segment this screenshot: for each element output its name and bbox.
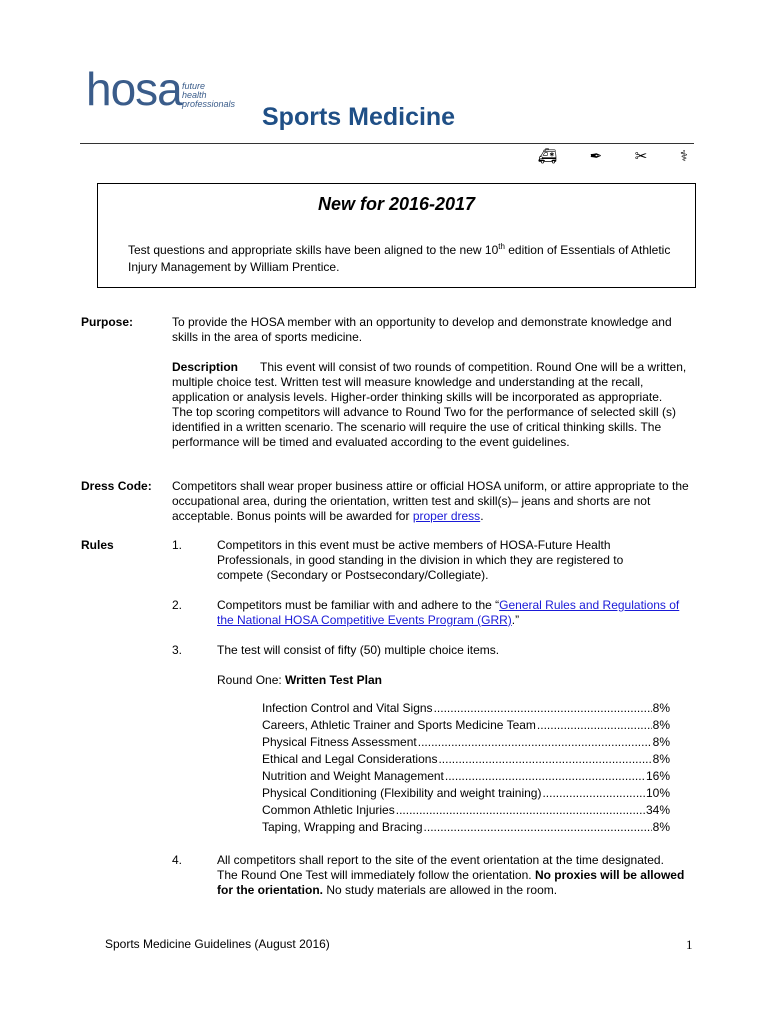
test-plan-title: Written Test Plan (285, 673, 382, 687)
test-plan-row (262, 717, 670, 734)
new-text-part: Test questions and appropriate skills have been aligned to the new 10 (128, 243, 499, 257)
test-plan-percent: 34% (645, 803, 670, 817)
new-text-part: edition of Essentials of Athletic Injury Management by William Prentice. (128, 243, 671, 274)
test-plan-topic: Common Athletic Injuries (262, 803, 395, 817)
test-plan-row (262, 700, 670, 717)
grr-link[interactable]: General Rules and Regulations of the National HOSA Competitive Events Program (GRR) (217, 598, 680, 627)
test-plan-row (262, 819, 670, 836)
test-plan-row (262, 768, 670, 785)
test-plan-row (262, 751, 670, 768)
test-plan-percent: 8% (652, 718, 670, 732)
purpose-label: Purpose: (81, 315, 134, 329)
scissors-icon: ✂ (634, 148, 648, 165)
test-plan-percent: 8% (652, 820, 670, 834)
hosa-logo-tagline (182, 82, 235, 109)
footer-title: Sports Medicine Guidelines (August 2016) (105, 937, 330, 951)
test-plan-percent: 16% (645, 769, 670, 783)
dress-code-body: Competitors shall wear proper business attire or official HOSA uniform, or attire appropriate to the occupational area, during the orientation, written test and skill(s)– jeans and shorts are not acceptable. Bonus points will be awarded for (172, 479, 689, 523)
description-block (172, 360, 690, 450)
leader-dots (396, 802, 645, 819)
description-label: Description (172, 360, 239, 374)
test-plan-percent: 8% (652, 701, 670, 715)
hosa-logo: hosa (86, 63, 182, 115)
rule-text-part: No study materials are allowed in the room. (323, 883, 558, 897)
new-for-box (97, 183, 696, 288)
rule-text (217, 598, 692, 628)
new-for-text (128, 238, 683, 276)
rules-label: Rules (81, 538, 114, 552)
event-title: Sports Medicine (262, 103, 456, 131)
leader-dots (445, 768, 645, 785)
stethoscope-icon: ⚕ (679, 148, 688, 165)
leader-dots (537, 717, 652, 734)
rule-text-part: Competitors must be familiar with and adhere to the “ (217, 598, 500, 612)
test-plan-topic: Ethical and Legal Considerations (262, 752, 438, 766)
purpose-text: To provide the HOSA member with an opportunity to develop and demonstrate knowledge and skills in the area of sports medicine. (172, 315, 672, 344)
ambulance-icon: 🚑︎ (538, 148, 558, 165)
rule-number: 1. (172, 538, 183, 552)
test-plan-row (262, 802, 670, 819)
rule-number: 2. (172, 598, 183, 612)
rule-text: Competitors in this event must be active members of HOSA-Future Health Professionals, in good standing in the division in which they are registered to compete (Secondary or Postsecondary/Collegiate). (217, 538, 624, 582)
rule-text-bold: No proxies will be allowed for the orientation. (217, 868, 685, 897)
tagline-line: future (182, 81, 206, 91)
test-plan-topic: Infection Control and Vital Signs (262, 701, 433, 715)
rule-number: 3. (172, 643, 183, 657)
dress-code-label: Dress Code: (81, 479, 152, 493)
description-text: This event will consist of two rounds of competition. Round One will be a written, multiple choice test. Written test will measure knowledge and understanding at the recall, application or analysis levels. Higher-order thinking skills will be incorporated as appropriate. (172, 360, 687, 404)
dress-code-text (172, 479, 690, 524)
page-number: 1 (686, 937, 693, 952)
dress-code-end: . (480, 509, 484, 523)
header-divider (80, 143, 694, 144)
leader-dots (424, 819, 652, 836)
rule-text: The test will consist of fifty (50) multiple choice items. (217, 643, 500, 657)
test-plan-row (262, 785, 670, 802)
test-plan-percent: 10% (645, 786, 670, 800)
pen-icon: ✒ (589, 148, 603, 165)
description-text-2: The top scoring competitors will advance to Round Two for the performance of selected skill (s) identified in a written scenario. The scenario will require the use of critical thinking skills. The performance will be timed and evaluated according to the event guidelines. (172, 405, 677, 449)
test-plan-topic: Careers, Athletic Trainer and Sports Medicine Team (262, 718, 536, 732)
rule-text-part: .” (511, 613, 520, 627)
leader-dots (418, 734, 652, 751)
leader-dots (438, 751, 651, 768)
rule-text-part: All competitors shall report to the site of the event orientation at the time designated. The Round One Test will immediately follow the orientation. (217, 853, 664, 882)
new-for-title: New for 2016-2017 (317, 194, 476, 214)
event-icons (538, 147, 688, 167)
rule-text (217, 853, 687, 898)
superscript: th (498, 242, 505, 251)
tagline-line: professionals (182, 99, 236, 109)
test-plan-topic: Nutrition and Weight Management (262, 769, 444, 783)
test-plan-topic: Physical Fitness Assessment (262, 735, 417, 749)
proper-dress-link[interactable]: proper dress (412, 509, 481, 523)
test-plan-percent: 8% (652, 752, 670, 766)
rule-number: 4. (172, 853, 183, 867)
test-plan-percent: 8% (652, 735, 670, 749)
leader-dots (434, 700, 652, 717)
test-plan-prefix: Round One: (217, 673, 286, 687)
leader-dots (542, 785, 645, 802)
test-plan-heading (217, 673, 382, 688)
test-plan-topic: Taping, Wrapping and Bracing (262, 820, 423, 834)
test-plan-row (262, 734, 670, 751)
test-plan-topic: Physical Conditioning (Flexibility and weight training) (262, 786, 542, 800)
tagline-line: health (182, 90, 207, 100)
